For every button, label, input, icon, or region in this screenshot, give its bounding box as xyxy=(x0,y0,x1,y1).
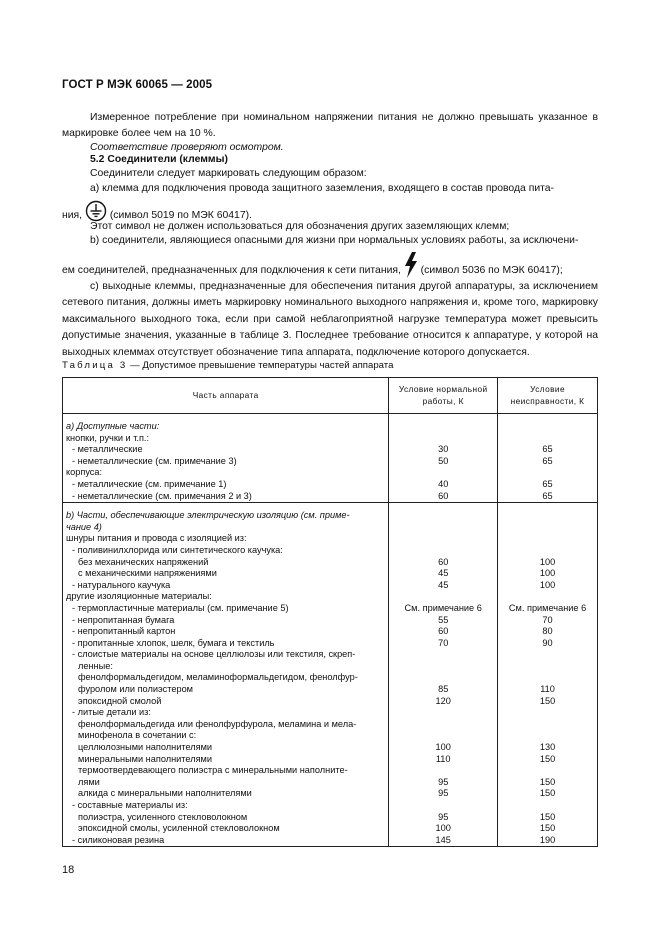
item-a-text-post: (символ 5019 по МЭК 60417). xyxy=(109,209,252,221)
cell-part: - литые детали из: xyxy=(63,707,389,719)
table-row xyxy=(63,649,598,661)
cell-part: - металлические xyxy=(63,444,389,456)
cell-fault: 65 xyxy=(498,444,598,456)
table-row xyxy=(63,800,598,812)
table-caption-rest: — Допустимое превышение температуры частей аппарата xyxy=(130,360,394,371)
cell-normal xyxy=(389,414,498,433)
table-body xyxy=(63,414,598,847)
table-row xyxy=(63,754,598,766)
cell-normal xyxy=(389,765,498,777)
cell-part: другие изоляционные материалы: xyxy=(63,591,389,603)
cell-fault: 100 xyxy=(498,568,598,580)
table-row xyxy=(63,730,598,742)
cell-part: целлюлозными наполнителями xyxy=(63,742,389,754)
cell-part: минеральными наполнителями xyxy=(63,754,389,766)
table-caption-lead: Таблица 3 xyxy=(62,360,128,371)
cell-fault: 150 xyxy=(498,754,598,766)
header-normal: Условие нормальной работы, К xyxy=(389,378,498,414)
cell-normal: 95 xyxy=(389,777,498,789)
table-row xyxy=(63,672,598,684)
page-number: 18 xyxy=(62,864,75,876)
cell-normal xyxy=(389,591,498,603)
cell-normal xyxy=(389,522,498,534)
cell-normal xyxy=(389,503,498,522)
cell-fault xyxy=(498,467,598,479)
cell-part: эпоксидной смолы, усиленной стекловолокном xyxy=(63,823,389,835)
table-caption xyxy=(62,360,393,371)
cell-normal: 145 xyxy=(389,835,498,847)
table-row xyxy=(63,823,598,835)
cell-fault: 150 xyxy=(498,823,598,835)
cell-fault xyxy=(498,719,598,731)
cell-fault: 65 xyxy=(498,456,598,468)
cell-normal: 45 xyxy=(389,580,498,592)
cell-part: - слоистые материалы на основе целлюлозы или текстиля, скреп- xyxy=(63,649,389,661)
table-row xyxy=(63,765,598,777)
cell-fault: 100 xyxy=(498,557,598,569)
cell-fault xyxy=(498,730,598,742)
cell-fault: 90 xyxy=(498,638,598,650)
paragraph-power-consumption: Измеренное потребление при номинальном напряжении питания не должно превышать указанное в маркировке более чем на 10 %. xyxy=(62,112,598,140)
table-row xyxy=(63,742,598,754)
cell-part: - пропитанные хлопок, шелк, бумага и текстиль xyxy=(63,638,389,650)
cell-part: - непропитанная бумага xyxy=(63,615,389,627)
item-a-text-pre: ния, xyxy=(62,209,83,221)
cell-part: - термопластичные материалы (см. примечание 5) xyxy=(63,603,389,615)
table-row xyxy=(63,696,598,708)
cell-normal: 30 xyxy=(389,444,498,456)
cell-part: эпоксидной смолой xyxy=(63,696,389,708)
paragraph-symbol-note: Этот символ не должен использоваться для обозначения других заземляющих клемм; xyxy=(90,221,510,232)
cell-part: - натурального каучука xyxy=(63,580,389,592)
cell-normal: См. примечание 6 xyxy=(389,603,498,615)
cell-part: с механическими напряжениями xyxy=(63,568,389,580)
item-b-text-pre: ем соединителей, предназначенных для подключения к сети питания, xyxy=(62,264,401,276)
cell-fault: 100 xyxy=(498,580,598,592)
table-row xyxy=(63,638,598,650)
cell-fault: 65 xyxy=(498,479,598,491)
cell-normal: 45 xyxy=(389,568,498,580)
cell-part: - непропитанный картон xyxy=(63,626,389,638)
header-part: Часть аппарата xyxy=(63,378,389,414)
cell-normal xyxy=(389,661,498,673)
cell-fault: 150 xyxy=(498,812,598,824)
document-header: ГОСТ Р МЭК 60065 — 2005 xyxy=(62,79,213,91)
cell-normal xyxy=(389,545,498,557)
cell-part: - неметаллические (см. примечание 3) xyxy=(63,456,389,468)
table-row xyxy=(63,661,598,673)
cell-part: полиэстра, усиленного стекловолокном xyxy=(63,812,389,824)
table-row xyxy=(63,626,598,638)
cell-part: термоотвердевающего полиэстра с минеральными наполните- xyxy=(63,765,389,777)
cell-fault: 150 xyxy=(498,777,598,789)
cell-fault: 65 xyxy=(498,491,598,503)
cell-normal: 40 xyxy=(389,479,498,491)
table-row xyxy=(63,591,598,603)
cell-normal xyxy=(389,707,498,719)
cell-normal: 60 xyxy=(389,626,498,638)
cell-normal: 60 xyxy=(389,557,498,569)
cell-fault xyxy=(498,414,598,433)
table-row xyxy=(63,433,598,445)
paragraph-marking-intro: Соединители следует маркировать следующим образом: xyxy=(90,168,367,179)
cell-fault: 190 xyxy=(498,835,598,847)
table-row xyxy=(63,479,598,491)
cell-fault xyxy=(498,707,598,719)
cell-fault: 150 xyxy=(498,788,598,800)
cell-normal xyxy=(389,533,498,545)
cell-part: - силиконовая резина xyxy=(63,835,389,847)
section-heading-5-2: 5.2 Соединители (клеммы) xyxy=(90,154,228,165)
table-row xyxy=(63,719,598,731)
table-row xyxy=(63,580,598,592)
table-row xyxy=(63,603,598,615)
cell-part: - неметаллические (см. примечания 2 и 3) xyxy=(63,491,389,503)
cell-part: лями xyxy=(63,777,389,789)
cell-part: - составные материалы из: xyxy=(63,800,389,812)
cell-normal: 95 xyxy=(389,812,498,824)
cell-part: корпуса: xyxy=(63,467,389,479)
cell-fault: 130 xyxy=(498,742,598,754)
cell-part: минофенола в сочетании с: xyxy=(63,730,389,742)
table-row xyxy=(63,467,598,479)
cell-normal: 50 xyxy=(389,456,498,468)
cell-part: чание 4) xyxy=(63,522,389,534)
cell-part: - металлические (см. примечание 1) xyxy=(63,479,389,491)
paragraph-compliance: Соответствие проверяют осмотром. xyxy=(90,142,284,153)
cell-fault xyxy=(498,765,598,777)
cell-fault: 150 xyxy=(498,696,598,708)
cell-normal: 95 xyxy=(389,788,498,800)
table-row xyxy=(63,568,598,580)
paragraph-item-a: а) клемма для подключения провода защитного заземления, входящего в состав провода пита- xyxy=(90,183,555,194)
table-row xyxy=(63,777,598,789)
cell-part: шнуры питания и провода с изоляцией из: xyxy=(63,533,389,545)
item-b-text-post: (символ 5036 по МЭК 60417); xyxy=(420,264,563,276)
paragraph-item-c: с) выходные клеммы, предназначенные для обеспечения питания другой аппаратуры, за исключением сетевого питания, должны иметь маркировку номинального выходного напряжения и, кроме того, маркировку максимального выходного тока, если при самой неблагоприятной нагрузке температура может превысить допустимые значения, указанные в таблице 3. Последнее требование относится к аппаратуре, у которой на выходных клеммах отсутствует обозначение типа аппарата, подключение которого допускается. xyxy=(62,281,598,358)
cell-part: - поливинилхлорида или синтетического каучука: xyxy=(63,545,389,557)
table-row xyxy=(63,788,598,800)
table-row xyxy=(63,491,598,503)
cell-part: ленные: xyxy=(63,661,389,673)
cell-fault xyxy=(498,672,598,684)
cell-fault xyxy=(498,503,598,522)
cell-fault xyxy=(498,591,598,603)
table-row xyxy=(63,684,598,696)
cell-part: фенолформальдегида или фенолфурфурола, меламина и мела- xyxy=(63,719,389,731)
table-header-row xyxy=(63,378,598,414)
cell-part: без механических напряжений xyxy=(63,557,389,569)
cell-fault: См. примечание 6 xyxy=(498,603,598,615)
table-row xyxy=(63,812,598,824)
cell-normal xyxy=(389,719,498,731)
table-row xyxy=(63,545,598,557)
cell-fault: 110 xyxy=(498,684,598,696)
cell-normal: 85 xyxy=(389,684,498,696)
table-row xyxy=(63,456,598,468)
table-row xyxy=(63,835,598,847)
cell-normal: 120 xyxy=(389,696,498,708)
cell-part: фуролом или полиэстером xyxy=(63,684,389,696)
cell-fault xyxy=(498,533,598,545)
cell-fault xyxy=(498,522,598,534)
cell-normal: 100 xyxy=(389,742,498,754)
cell-normal xyxy=(389,730,498,742)
table-row xyxy=(63,503,598,522)
table-row xyxy=(63,707,598,719)
cell-part: b) Части, обеспечивающие электрическую изоляцию (см. приме- xyxy=(63,503,389,522)
cell-fault xyxy=(498,661,598,673)
cell-part: а) Доступные части: xyxy=(63,414,389,433)
cell-normal: 100 xyxy=(389,823,498,835)
cell-part: алкида с минеральными наполнителями xyxy=(63,788,389,800)
cell-part: кнопки, ручки и т.п.: xyxy=(63,433,389,445)
cell-normal xyxy=(389,467,498,479)
header-fault: Условие неисправности, К xyxy=(498,378,598,414)
table-row xyxy=(63,522,598,534)
cell-fault xyxy=(498,649,598,661)
cell-normal xyxy=(389,672,498,684)
table-row xyxy=(63,414,598,433)
table-row xyxy=(63,615,598,627)
table-row xyxy=(63,444,598,456)
temperature-rise-table xyxy=(62,377,598,847)
cell-fault xyxy=(498,545,598,557)
cell-normal: 70 xyxy=(389,638,498,650)
table-row xyxy=(63,557,598,569)
cell-normal: 55 xyxy=(389,615,498,627)
cell-normal: 110 xyxy=(389,754,498,766)
cell-fault: 70 xyxy=(498,615,598,627)
cell-normal xyxy=(389,433,498,445)
cell-fault xyxy=(498,800,598,812)
cell-fault: 80 xyxy=(498,626,598,638)
table-row xyxy=(63,533,598,545)
cell-normal: 60 xyxy=(389,491,498,503)
cell-part: фенолформальдегидом, меламиноформальдегидом, фенолфур- xyxy=(63,672,389,684)
cell-normal xyxy=(389,649,498,661)
cell-fault xyxy=(498,433,598,445)
paragraph-item-b: b) соединители, являющиеся опасными для жизни при нормальных условиях работы, за исключени- xyxy=(90,235,579,246)
cell-normal xyxy=(389,800,498,812)
